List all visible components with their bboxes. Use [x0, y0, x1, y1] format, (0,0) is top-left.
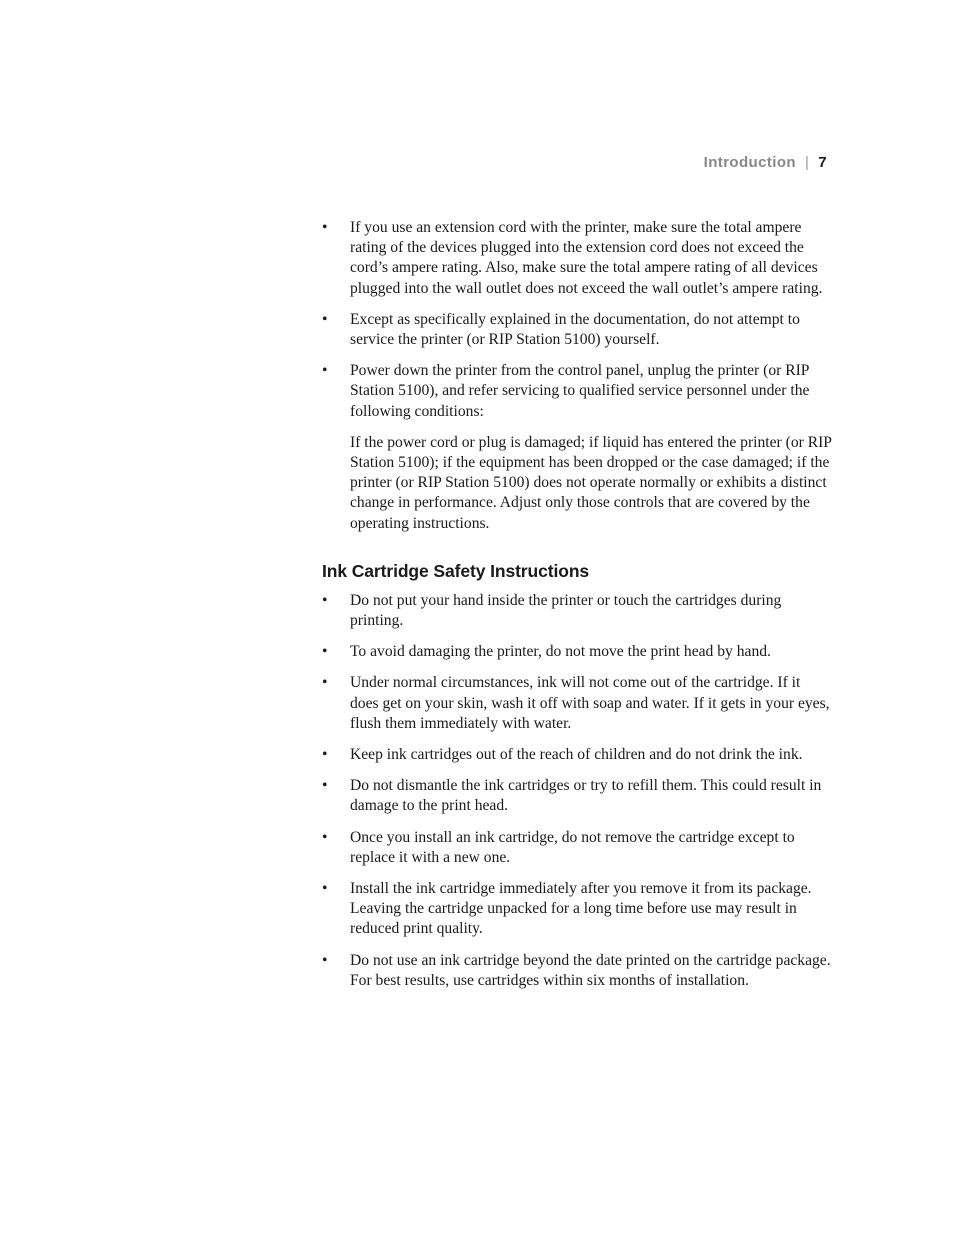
- list-item: [322, 361, 832, 422]
- safety-list-general: [322, 218, 832, 422]
- header-separator: |: [804, 154, 810, 171]
- list-item-text: Under normal circumstances, ink will not come out of the cartridge. If it does get on your skin, wash it off with soap and water. If it gets in your eyes, flush them immediately with water.: [350, 674, 830, 732]
- section-title: Introduction: [703, 154, 796, 171]
- bullet-icon: •: [322, 828, 328, 846]
- page-body: [322, 218, 832, 1002]
- bullet-icon: •: [322, 643, 328, 661]
- list-item-text: Keep ink cartridges out of the reach of children and do not drink the ink.: [350, 746, 803, 764]
- list-item-text: Do not dismantle the ink cartridges or try to refill them. This could result in damage to the print head.: [350, 777, 822, 815]
- list-item: [322, 310, 832, 350]
- section-heading: Ink Cartridge Safety Instructions: [322, 560, 590, 581]
- bullet-icon: •: [322, 362, 328, 380]
- list-item: [322, 879, 832, 940]
- list-item: [322, 745, 832, 765]
- list-item-text: Once you install an ink cartridge, do not remove the cartridge except to replace it with a new one.: [350, 828, 795, 866]
- list-item: [322, 828, 832, 868]
- bullet-icon: •: [322, 746, 328, 764]
- list-item: [322, 642, 832, 662]
- bullet-icon: •: [322, 674, 328, 692]
- bullet-icon: •: [322, 777, 328, 795]
- bullet-icon: •: [322, 880, 328, 898]
- list-item: [322, 776, 832, 816]
- list-item: [322, 218, 832, 299]
- running-header: [704, 154, 827, 171]
- page-number: 7: [818, 154, 827, 171]
- list-item-text: Do not put your hand inside the printer or touch the cartridges during printing.: [350, 591, 782, 630]
- bullet-icon: •: [322, 951, 328, 969]
- bullet-icon: •: [322, 219, 328, 236]
- bullet-icon: •: [322, 310, 328, 328]
- safety-list-ink-cartridge: [322, 591, 832, 991]
- list-item-text: Do not use an ink cartridge beyond the date printed on the cartridge package. For best results, use cartridges within six months of installation.: [350, 951, 831, 989]
- list-item-text: Power down the printer from the control panel, unplug the printer (or RIP Station 5100), and refer servicing to qualified service personnel under the following conditions:: [350, 362, 810, 420]
- bullet-icon: •: [322, 591, 328, 609]
- list-item-text: Except as specifically explained in the documentation, do not attempt to service the printer (or RIP Station 5100) yourself.: [350, 310, 800, 349]
- list-item-text: To avoid damaging the printer, do not move the print head by hand.: [350, 643, 771, 661]
- list-item: [322, 951, 832, 991]
- list-item: [322, 673, 832, 734]
- conditions-paragraph: If the power cord or plug is damaged; if liquid has entered the printer (or RIP Station 5100); if the equipment has been dropped or the case damaged; if the printer (or RIP Station 5100) does not operate normally or exhibits a distinct change in performance. Adjust only those controls that are covered by the operating instructions.: [350, 433, 832, 532]
- list-item-text: Install the ink cartridge immediately after you remove it from its package. Leaving the cartridge unpacked for a long time before use may result in reduced print quality.: [350, 880, 812, 938]
- list-item-text: If you use an extension cord with the printer, make sure the total ampere rating of the devices plugged into the extension cord does not exceed the cord’s ampere rating. Also, make sure the total ampere rating of all devices plugged into the wall outlet does not exceed the wall outlet’s ampere rating.: [350, 219, 823, 297]
- list-item: [322, 591, 832, 631]
